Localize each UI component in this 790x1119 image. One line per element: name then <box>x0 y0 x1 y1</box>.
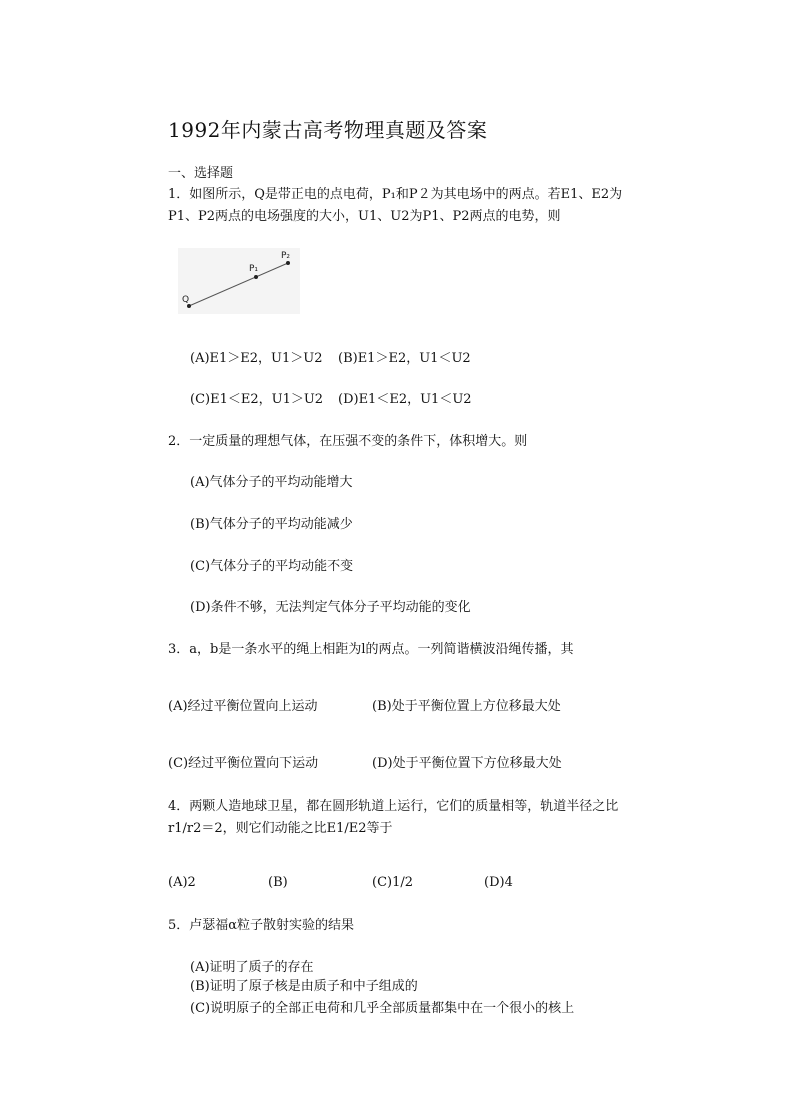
q5-option-b[interactable]: (B)证明了原子核是由质子和中子组成的 <box>190 979 418 994</box>
q4-option-d[interactable]: (D)4 <box>484 875 513 890</box>
q3-stem: 3．a，b是一条水平的绳上相距为l的两点。一列简谐横波沿绳传播，其 <box>168 642 574 657</box>
q1-option-c[interactable]: (C)E1＜E2，U1＞U2 <box>190 392 324 407</box>
q1-stem-line-1: 1．如图所示，Q是带正电的点电荷，P₁和P２为其电场中的两点。若E1、E2为 <box>168 187 623 202</box>
point-p2-dot <box>286 261 290 265</box>
q1-stem-line-2: P1、P2两点的电场强度的大小，U1、U2为P1、P2两点的电势，则 <box>168 209 561 224</box>
point-p1-dot <box>254 275 258 279</box>
q3-option-a[interactable]: (A)经过平衡位置向上运动 <box>168 699 318 714</box>
q3-option-d[interactable]: (D)处于平衡位置下方位移最大处 <box>372 756 562 771</box>
q3-option-c[interactable]: (C)经过平衡位置向下运动 <box>168 756 319 771</box>
q4-option-b[interactable]: (B) <box>268 875 288 890</box>
electric-field-figure <box>178 248 300 314</box>
q1-option-a[interactable]: (A)E1＞E2，U1＞U2 <box>190 351 323 366</box>
q5-stem: 5．卢瑟福α粒子散射实验的结果 <box>168 918 355 933</box>
page-title: 1992年内蒙古高考物理真题及答案 <box>168 118 488 142</box>
label-p1: P₁ <box>249 264 259 274</box>
q2-stem: 2．一定质量的理想气体，在压强不变的条件下，体积增大。则 <box>168 434 528 449</box>
q4-option-a[interactable]: (A)2 <box>168 875 196 890</box>
q2-option-c[interactable]: (C)气体分子的平均动能不变 <box>190 559 354 574</box>
q3-option-b[interactable]: (B)处于平衡位置上方位移最大处 <box>372 699 561 714</box>
section-heading: 一、选择题 <box>168 166 234 181</box>
label-q: Q <box>182 295 190 305</box>
q1-option-b[interactable]: (B)E1＞E2，U1＜U2 <box>338 351 471 366</box>
q2-option-d[interactable]: (D)条件不够，无法判定气体分子平均动能的变化 <box>190 600 471 615</box>
q2-option-b[interactable]: (B)气体分子的平均动能减少 <box>190 517 353 532</box>
q5-option-a[interactable]: (A)证明了质子的存在 <box>190 960 314 975</box>
q4-option-c[interactable]: (C)1/2 <box>372 875 414 890</box>
q2-option-a[interactable]: (A)气体分子的平均动能增大 <box>190 475 353 490</box>
label-p2: P₂ <box>281 251 291 261</box>
q4-stem-line-1: 4．两颗人造地球卫星，都在圆形轨道上运行，它们的质量相等，轨道半径之比 <box>168 799 619 814</box>
q5-option-c[interactable]: (C)说明原子的全部正电荷和几乎全部质量都集中在一个很小的核上 <box>190 1001 575 1016</box>
field-line-diagram <box>178 248 300 314</box>
q1-option-d[interactable]: (D)E1＜E2，U1＜U2 <box>338 392 472 407</box>
q4-stem-line-2: r1/r2＝2，则它们动能之比E1/E2等于 <box>168 821 393 836</box>
